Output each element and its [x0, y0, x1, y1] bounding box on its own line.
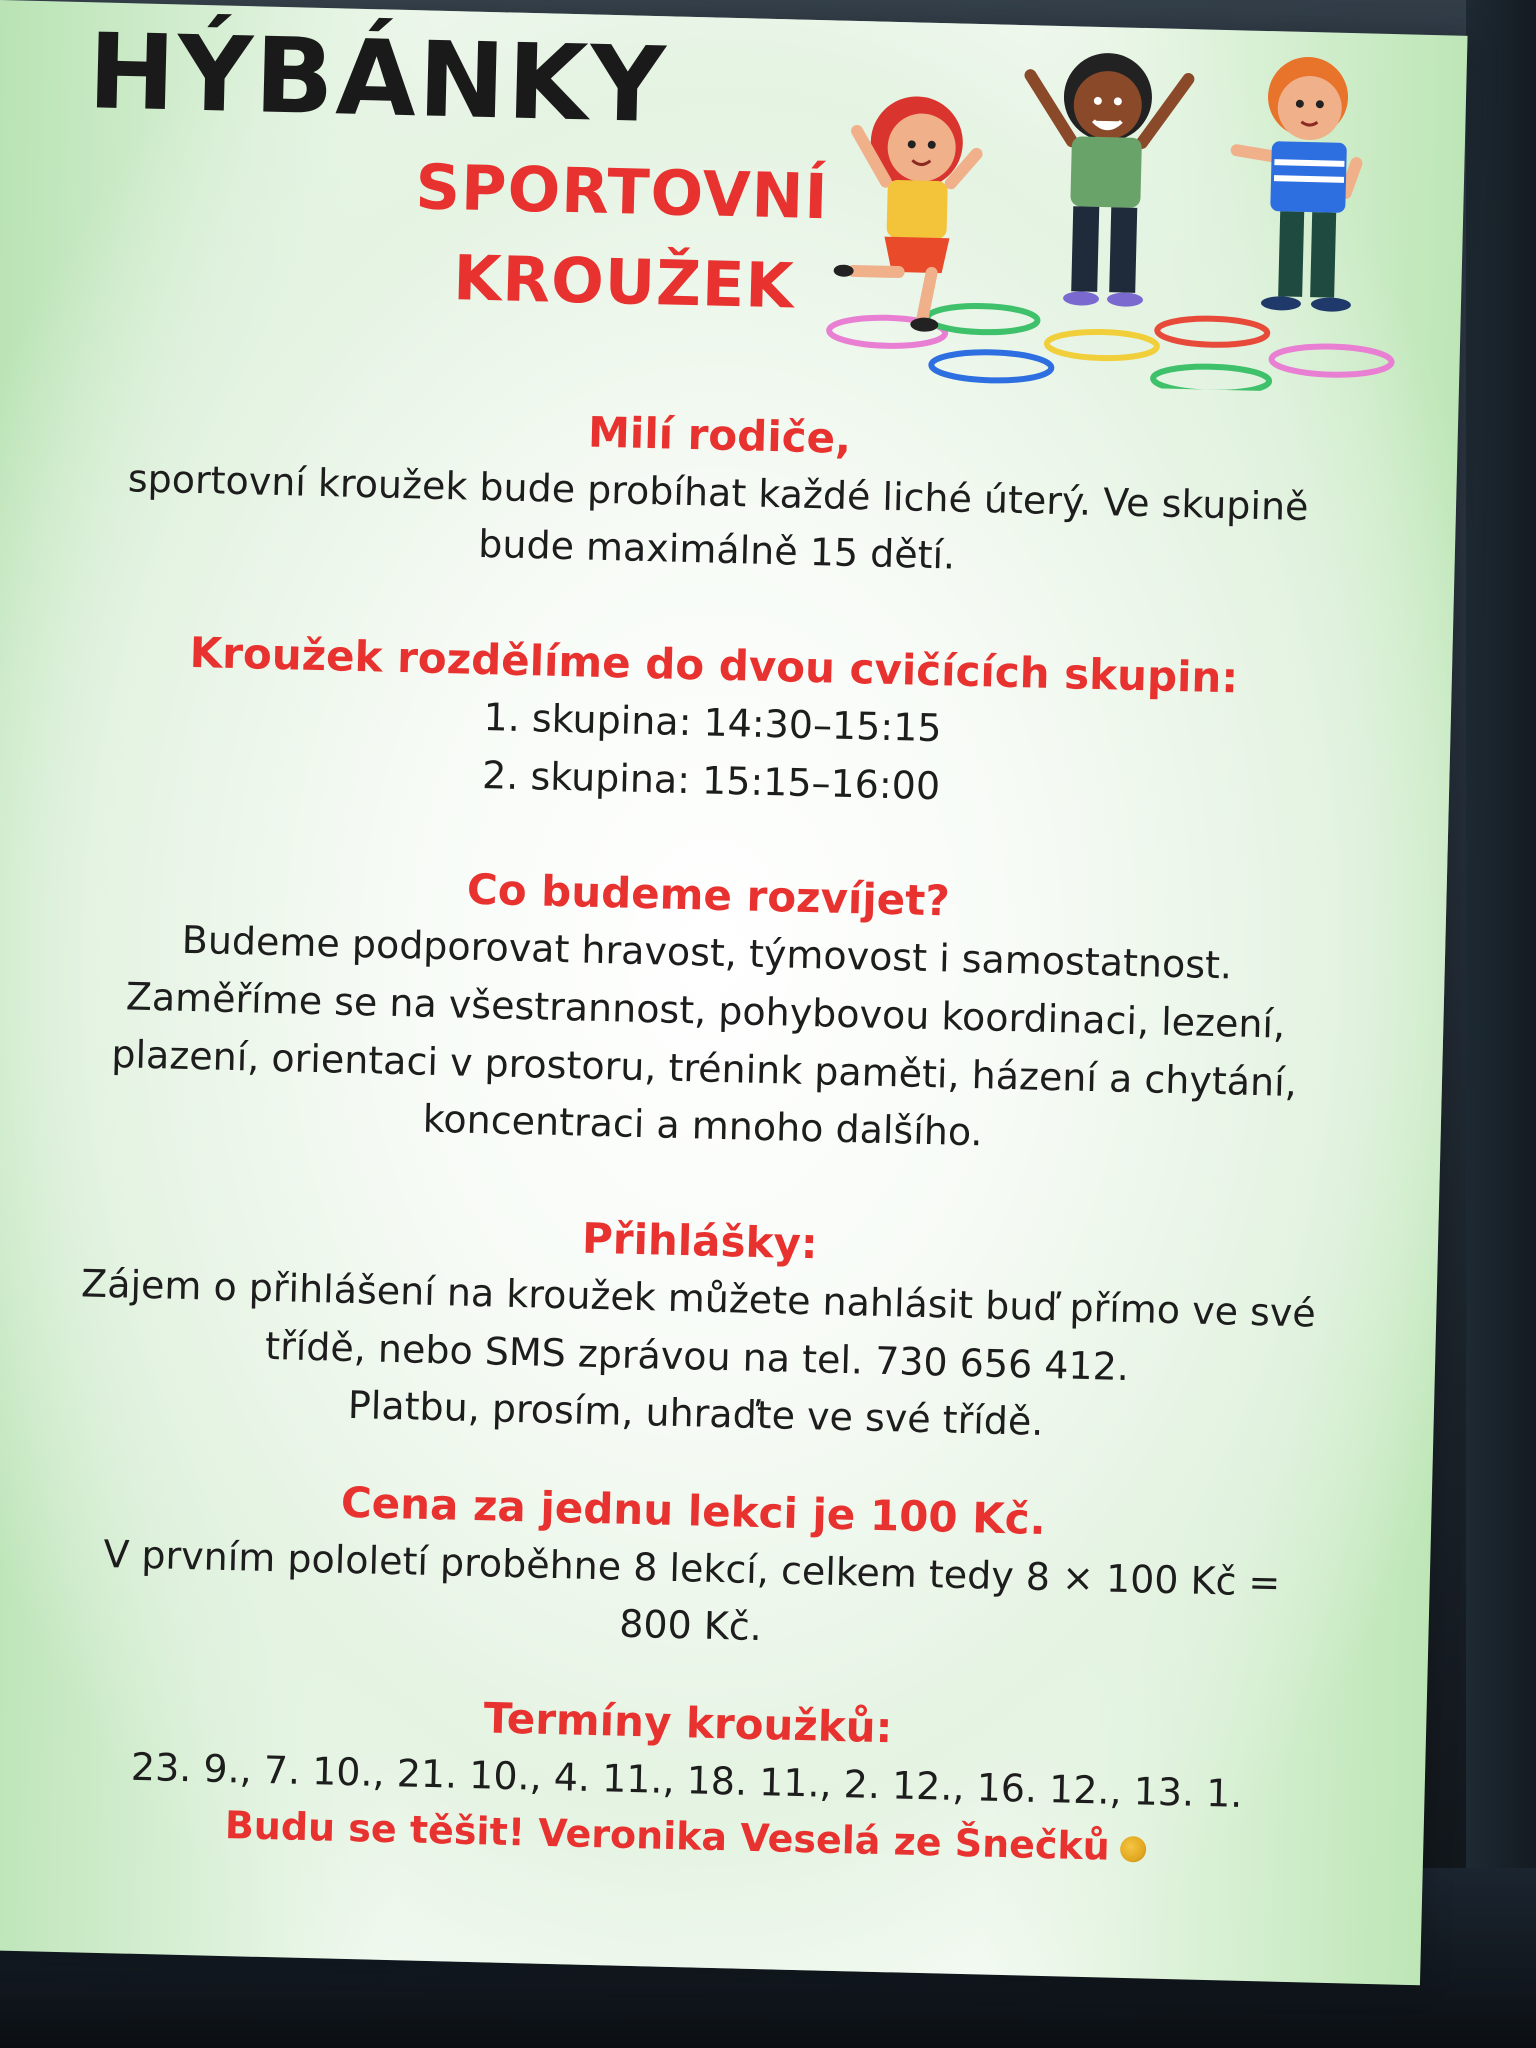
boy-figure-right-icon — [1233, 55, 1359, 312]
intro-line-2: bude maximálně 15 dětí. — [477, 522, 956, 578]
children-playing-illustration — [811, 30, 1419, 395]
hoop-green-icon — [927, 305, 1038, 334]
groups-heading: Kroužek rozdělíme do dvou cvičících skupin: — [189, 628, 1239, 703]
signup-line: Platbu, prosím, uhraďte ve své třídě. — [347, 1383, 1044, 1445]
group-item: 1. skupina: 14:30–15:15 — [483, 694, 943, 751]
price-line: V prvním pololetí proběhne 8 lekcí, celkem tedy 8 × 100 Kč = — [102, 1531, 1281, 1605]
group-item: 2. skupina: 15:15–16:00 — [481, 752, 941, 808]
monitor-bezel-right — [1466, 0, 1536, 2048]
price-heading: Cena za jednu lekci je 100 Kč. — [340, 1477, 1047, 1544]
snail-emoji-icon — [1119, 1836, 1146, 1863]
poster-title: HÝBÁNKY — [86, 10, 669, 147]
hoop-green2-icon — [1153, 365, 1270, 394]
signup-line: třídě, nebo SMS zprávou na tel. 730 656 412. — [264, 1323, 1130, 1389]
dates-heading: Termíny kroužků: — [483, 1693, 894, 1753]
poster-subtitle-line2: KROUŽEK — [452, 241, 796, 323]
develop-line: Budeme podporovat hravost, týmovost i samostatnost. — [181, 917, 1233, 988]
hoop-pink2-icon — [1271, 345, 1392, 376]
hoop-yellow-icon — [1047, 331, 1158, 360]
signup-line: Zájem o přihlášení na kroužek můžete nahlásit buď přímo ve své — [80, 1261, 1317, 1336]
hoop-red-icon — [1157, 317, 1268, 346]
develop-line: plazení, orientaci v prostoru, trénink paměti, házení a chytání, — [110, 1031, 1298, 1105]
poster-subtitle-line1: SPORTOVNÍ — [414, 150, 830, 234]
price-line: 800 Kč. — [618, 1602, 763, 1650]
dates-line: 23. 9., 7. 10., 21. 10., 4. 11., 18. 11., 2. 12., 16. 12., 13. 1. — [130, 1744, 1243, 1816]
signoff-text: Budu se těšit! Veronika Veselá ze Šnečků — [224, 1802, 1111, 1869]
greeting-heading: Milí rodiče, — [587, 407, 852, 463]
develop-heading: Co budeme rozvíjet? — [466, 865, 951, 926]
develop-line: koncentraci a mnoho dalšího. — [422, 1096, 984, 1155]
signup-heading: Přihlášky: — [581, 1213, 819, 1269]
develop-line: Zaměříme se na všestrannost, pohybovou koordinaci, lezení, — [125, 974, 1286, 1047]
intro-line-1: sportovní kroužek bude probíhat každé liché úterý. Ve skupině — [127, 455, 1310, 529]
boy-figure-middle-icon — [1025, 51, 1189, 308]
girl-figure-icon — [832, 95, 978, 333]
hoop-blue-icon — [931, 351, 1052, 382]
poster-content — [35, 392, 1370, 1879]
